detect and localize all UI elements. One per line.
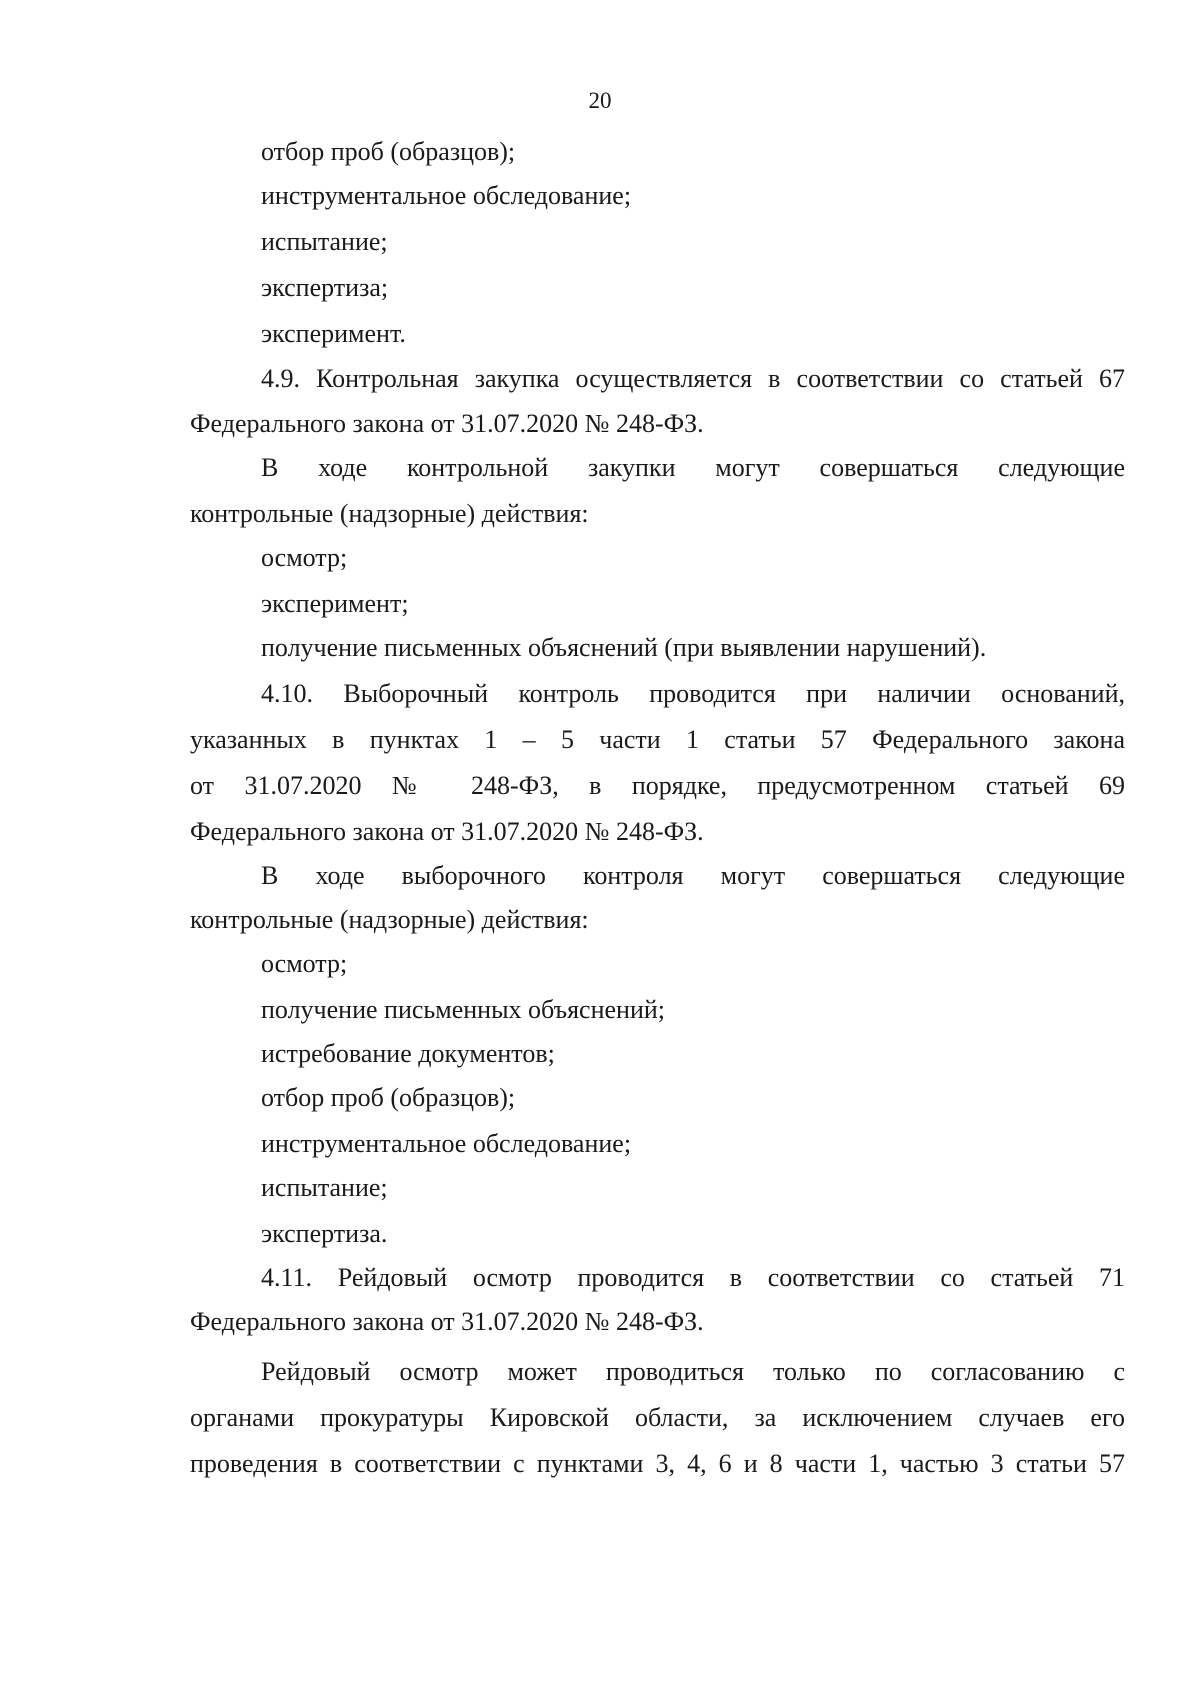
text-line: осмотр;: [261, 949, 348, 978]
text-line: экспертиза.: [261, 1219, 388, 1248]
text-line: экспертиза;: [261, 273, 389, 302]
text-line: контрольные (надзорные) действия:: [190, 905, 589, 934]
text-line: отбор проб (образцов);: [261, 1083, 516, 1112]
text-line: истребование документов;: [261, 1039, 555, 1068]
paragraph-line: органами прокуратуры Кировской области, за исключением случаев его: [190, 1403, 1125, 1432]
paragraph-line: проведения в соответствии с пунктами 3, 4, 6 и 8 части 1, частью 3 статьи 57: [190, 1449, 1125, 1478]
paragraph-line: Рейдовый осмотр может проводиться только по согласованию с: [261, 1357, 1125, 1386]
text-line: Федерального закона от 31.07.2020 № 248-ФЗ.: [190, 817, 704, 846]
paragraph-line: указанных в пунктах 1 – 5 части 1 статьи 57 Федерального закона: [190, 725, 1125, 754]
paragraph-line: 4.9. Контрольная закупка осуществляется в соответствии со статьей 67: [261, 364, 1125, 393]
text-line: инструментальное обследование;: [261, 181, 632, 210]
text-line: эксперимент.: [261, 319, 406, 348]
text-line: получение письменных объяснений;: [261, 995, 665, 1024]
text-line: осмотр;: [261, 543, 348, 572]
text-line: Федерального закона от 31.07.2020 № 248-ФЗ.: [190, 1307, 704, 1336]
paragraph-line: В ходе выборочного контроля могут совершаться следующие: [261, 861, 1125, 890]
page-number: 20: [588, 88, 612, 113]
text-line: испытание;: [261, 1173, 388, 1202]
paragraph-line: от 31.07.2020 № 248-ФЗ, в порядке, предусмотренном статьей 69: [190, 771, 1125, 800]
paragraph-line: 4.11. Рейдовый осмотр проводится в соответствии со статьей 71: [261, 1263, 1125, 1292]
text-line: инструментальное обследование;: [261, 1129, 632, 1158]
paragraph-line: 4.10. Выборочный контроль проводится при наличии оснований,: [261, 679, 1125, 708]
text-line: контрольные (надзорные) действия:: [190, 499, 589, 528]
text-line: получение письменных объяснений (при выявлении нарушений).: [261, 633, 987, 662]
text-line: отбор проб (образцов);: [261, 137, 516, 166]
text-line: эксперимент;: [261, 589, 409, 618]
text-line: испытание;: [261, 227, 388, 256]
text-line: Федерального закона от 31.07.2020 № 248-ФЗ.: [190, 409, 704, 438]
paragraph-line: В ходе контрольной закупки могут совершаться следующие: [261, 453, 1125, 482]
